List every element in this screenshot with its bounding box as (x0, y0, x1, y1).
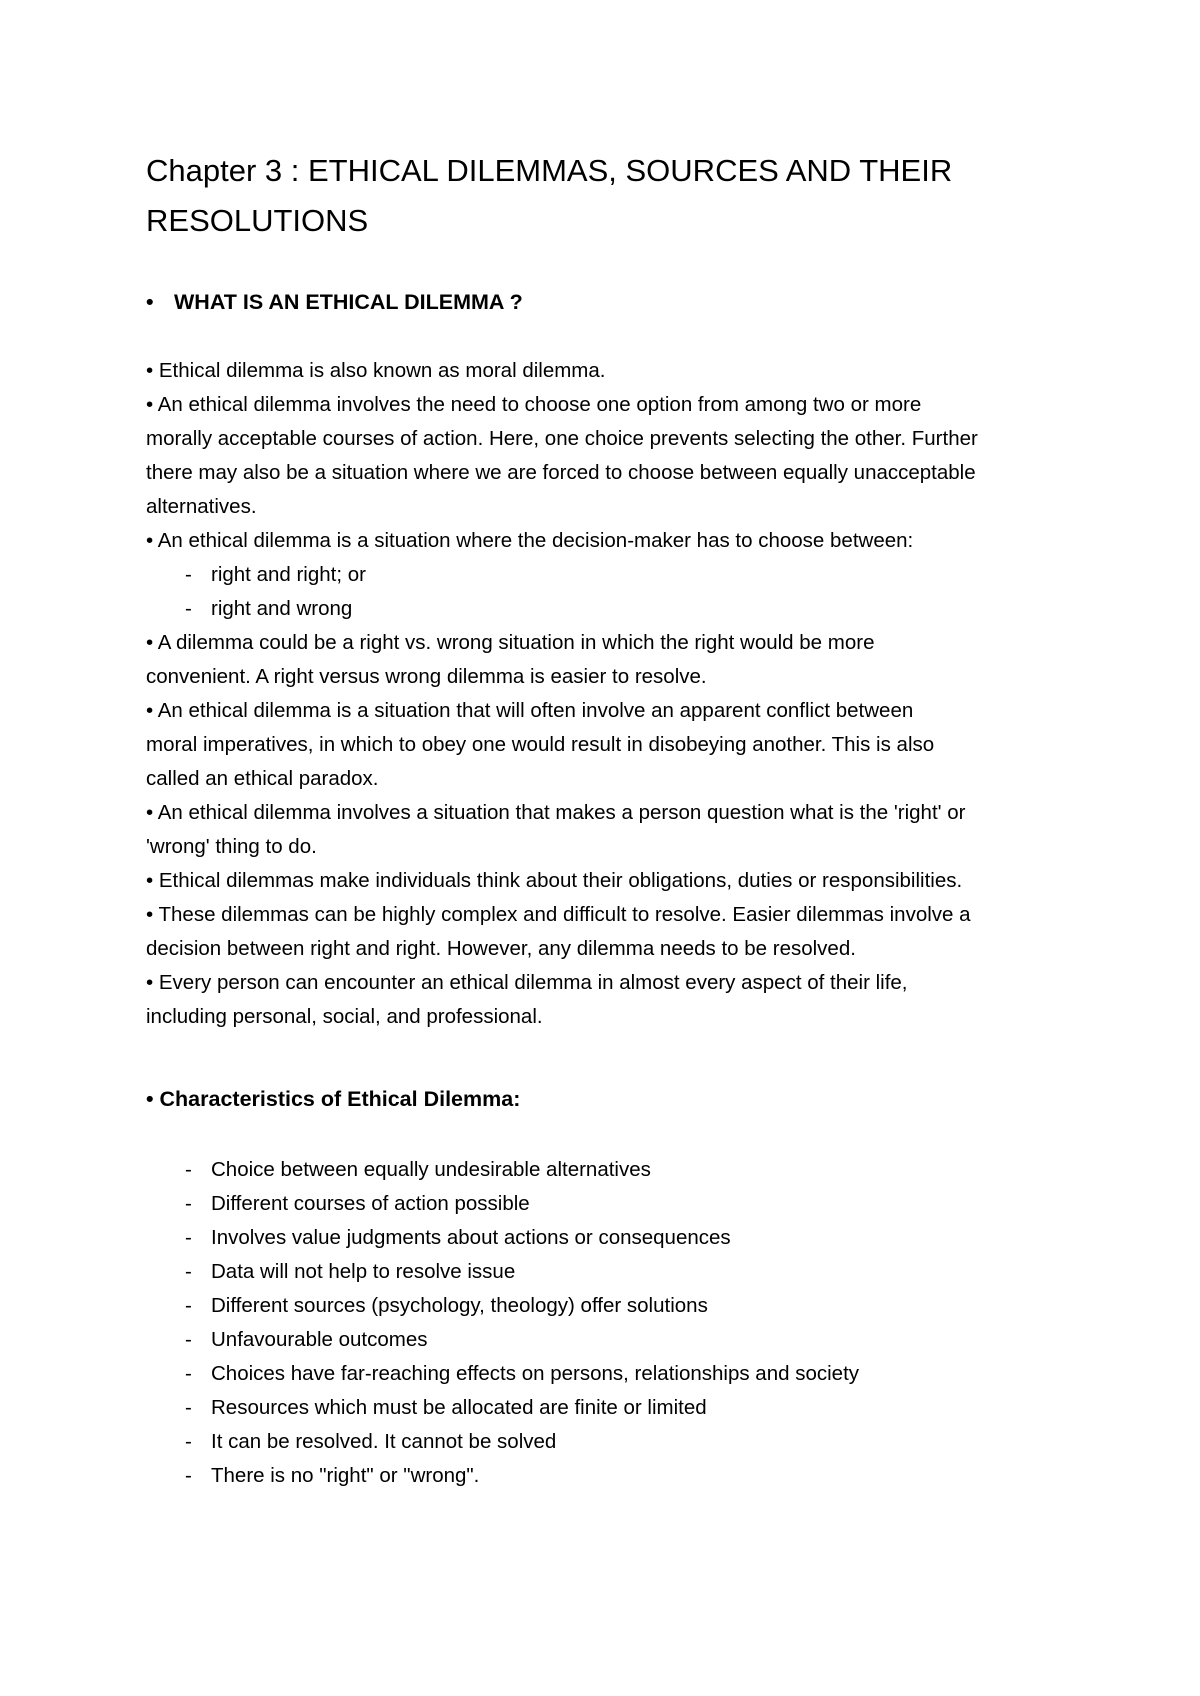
list-item-text: right and right; or (211, 563, 366, 586)
list-item (146, 1391, 859, 1425)
characteristics-list (146, 1153, 859, 1493)
bullet-icon: • (146, 1087, 154, 1111)
text-line: moral imperatives, in which to obey one would result in disobeying another. This is also (146, 733, 935, 756)
dash-marker: - (185, 1260, 192, 1283)
text-line: morally acceptable courses of action. Here, one choice prevents selecting the other. Further (146, 427, 978, 450)
section-heading-what-is (146, 285, 523, 319)
list-item (146, 1187, 859, 1221)
list-item-text: Choices have far-reaching effects on persons, relationships and society (211, 1362, 860, 1385)
list-item (146, 1289, 859, 1323)
list-item (146, 1459, 859, 1493)
bullet-icon: • (146, 290, 154, 314)
list-item-text: Different courses of action possible (211, 1192, 530, 1215)
text-line: 'wrong' thing to do. (146, 835, 317, 858)
list-item (146, 1255, 859, 1289)
text-line: alternatives. (146, 495, 257, 518)
list-item-text: It can be resolved. It cannot be solved (211, 1430, 557, 1453)
dash-marker: - (185, 1294, 192, 1317)
list-item-text: There is no "right" or "wrong". (211, 1464, 480, 1487)
dash-marker: - (185, 1328, 192, 1351)
chapter-title-line: Chapter 3 : ETHICAL DILEMMAS, SOURCES AND THEIR (146, 153, 953, 188)
text-line: • An ethical dilemma is a situation where the decision-maker has to choose between: (146, 529, 914, 552)
text-line: • An ethical dilemma involves a situation that makes a person question what is the 'right' or (146, 801, 966, 824)
text-line: • Ethical dilemma is also known as moral dilemma. (146, 359, 606, 382)
dash-marker: - (185, 1430, 192, 1453)
dash-marker: - (185, 1192, 192, 1215)
chapter-title-line: RESOLUTIONS (146, 203, 369, 238)
dash-marker: - (185, 563, 192, 586)
chapter-title (146, 146, 1106, 246)
list-item-text: Resources which must be allocated are finite or limited (211, 1396, 707, 1419)
section-heading-text: WHAT IS AN ETHICAL DILEMMA ? (174, 290, 523, 314)
text-line: including personal, social, and professional. (146, 1005, 543, 1028)
dash-marker: - (185, 1464, 192, 1487)
text-line: • Ethical dilemmas make individuals think about their obligations, duties or responsibilities. (146, 869, 963, 892)
dash-marker: - (185, 1158, 192, 1181)
text-line: • A dilemma could be a right vs. wrong situation in which the right would be more (146, 631, 875, 654)
text-line: convenient. A right versus wrong dilemma is easier to resolve. (146, 665, 707, 688)
list-item (146, 1323, 859, 1357)
sub-list (146, 558, 366, 626)
list-item-text: Different sources (psychology, theology) offer solutions (211, 1294, 708, 1317)
text-line: • These dilemmas can be highly complex and difficult to resolve. Easier dilemmas involve a (146, 903, 971, 926)
list-item (146, 1221, 859, 1255)
list-item (146, 1425, 859, 1459)
dash-marker: - (185, 1362, 192, 1385)
text-line: called an ethical paradox. (146, 767, 379, 790)
dash-marker: - (185, 597, 192, 620)
paragraph-block (146, 626, 1086, 1034)
dash-marker: - (185, 1226, 192, 1249)
text-line: • Every person can encounter an ethical dilemma in almost every aspect of their life, (146, 971, 908, 994)
text-line: • An ethical dilemma is a situation that will often involve an apparent conflict between (146, 699, 914, 722)
list-item-text: Data will not help to resolve issue (211, 1260, 516, 1283)
list-item (146, 558, 366, 592)
list-item (146, 592, 366, 626)
list-item-text: Unfavourable outcomes (211, 1328, 428, 1351)
list-item-text: Involves value judgments about actions or consequences (211, 1226, 731, 1249)
text-line: decision between right and right. However, any dilemma needs to be resolved. (146, 937, 856, 960)
paragraph-block (146, 354, 1086, 558)
section-heading-text: Characteristics of Ethical Dilemma: (159, 1087, 521, 1111)
text-line: • An ethical dilemma involves the need to choose one option from among two or more (146, 393, 922, 416)
dash-marker: - (185, 1396, 192, 1419)
text-line: there may also be a situation where we are forced to choose between equally unacceptable (146, 461, 976, 484)
list-item-text: Choice between equally undesirable alternatives (211, 1158, 651, 1181)
section-heading-characteristics (146, 1082, 520, 1116)
list-item (146, 1153, 859, 1187)
list-item (146, 1357, 859, 1391)
list-item-text: right and wrong (211, 597, 353, 620)
